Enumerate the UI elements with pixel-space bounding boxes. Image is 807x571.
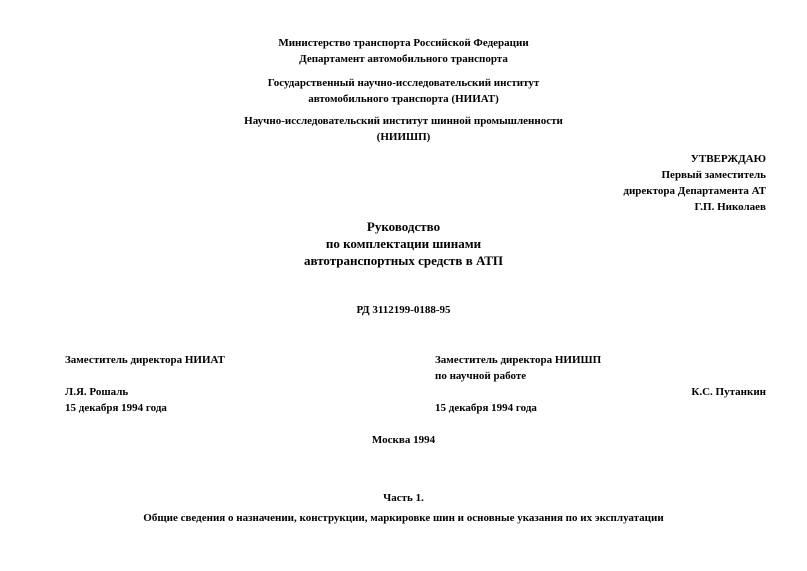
signature-right-position-2: по научной работе [435, 370, 527, 382]
ministry-header [0, 35, 807, 67]
signature-left-position: Заместитель директора НИИАТ [65, 354, 225, 366]
approval-line-1: УТВЕРЖДАЮ [690, 153, 766, 165]
signature-right-position-1: Заместитель директора НИИШП [435, 354, 602, 366]
title-line-1: Руководство [366, 219, 441, 234]
tire-institute-header [0, 113, 807, 145]
part-label: Часть 1. [383, 492, 424, 504]
part-title: Общие сведения о назначении, конструкции, маркировке шин и основные указания по их эксплуатации [143, 512, 664, 524]
institute-line-2: автомобильного транспорта (НИИАТ) [308, 93, 499, 105]
title-line-2: по комплектации шинами [325, 236, 482, 251]
institute-line-1: Государственный научно-исследовательский институт [267, 77, 540, 89]
signature-right [435, 352, 601, 416]
signature-left-date: 15 декабря 1994 года [65, 402, 167, 414]
approval-line-2: Первый заместитель [661, 169, 766, 181]
title-line-3: автотранспортных средств в АТП [304, 253, 503, 268]
signature-left-name: Л.Я. Рошаль [65, 386, 129, 398]
ministry-line-2: Департамент автомобильного транспорта [299, 53, 508, 65]
signature-right-name: К.С. Путанкин [691, 386, 766, 398]
document-code: РД 3112199-0188-95 [356, 304, 451, 316]
approval-line-4: Г.П. Николаев [694, 201, 766, 213]
tire-institute-line-2: (НИИШП) [376, 131, 431, 143]
approval-line-3: директора Департамента АТ [623, 185, 766, 197]
city-year: Москва 1994 [371, 434, 436, 446]
signature-right-date: 15 декабря 1994 года [435, 402, 537, 414]
institute-header [0, 75, 807, 107]
signature-left [65, 352, 225, 416]
tire-institute-line-1: Научно-исследовательский институт шинной промышленности [244, 115, 563, 127]
document-title [0, 218, 807, 269]
ministry-line-1: Министерство транспорта Российской Федерации [278, 37, 529, 49]
approval-block [623, 151, 766, 215]
